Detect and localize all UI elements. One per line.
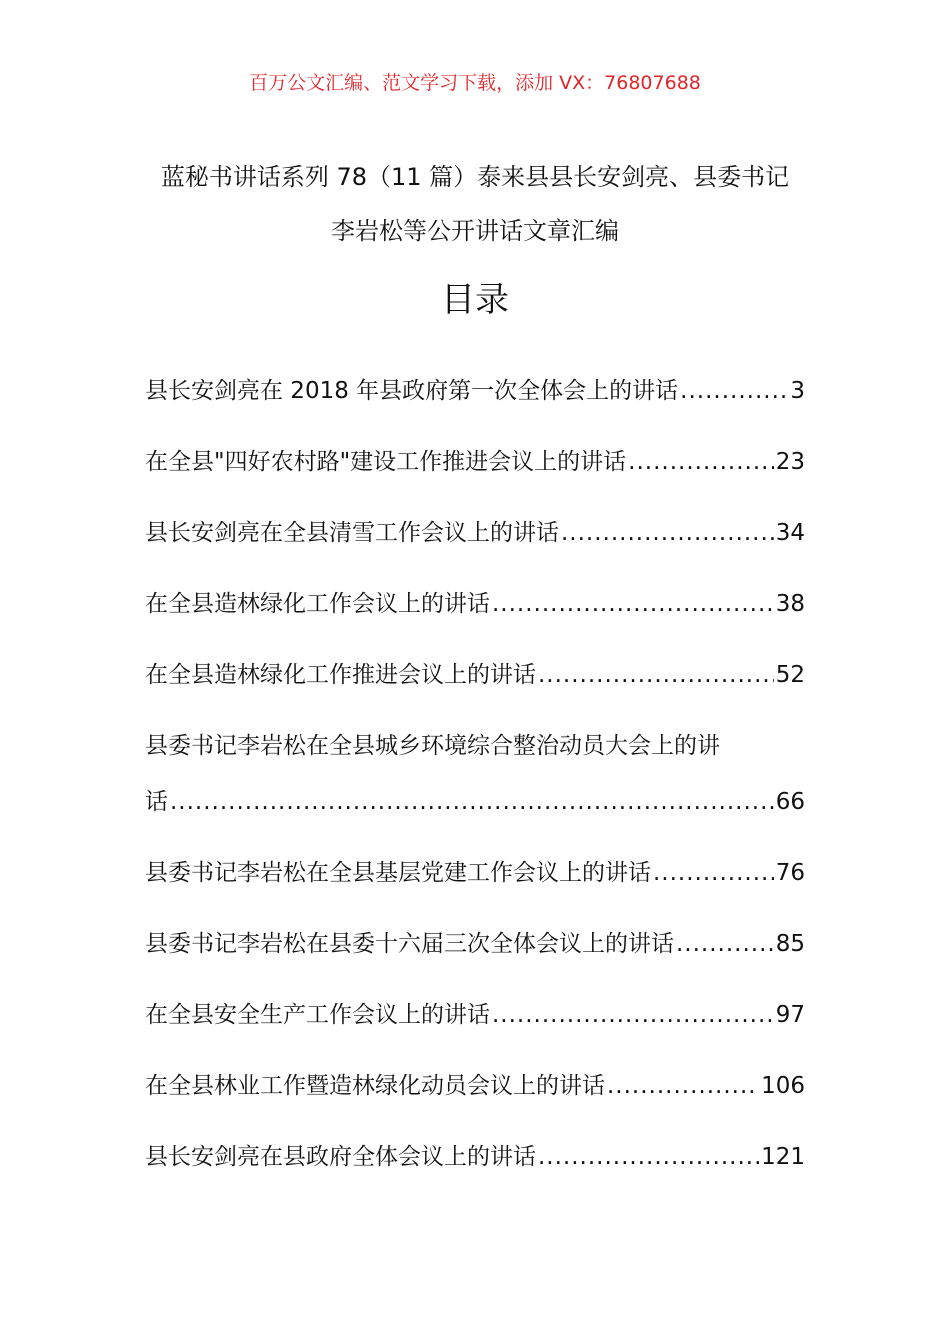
toc-entry-title-continued: 话 [145,789,168,815]
title-line-1: 蓝秘书讲话系列 78（11 篇）泰来县县长安剑亮、县委书记 [160,163,790,191]
dot-leader [561,520,774,546]
toc-entry-page: 38 [775,591,805,617]
dot-leader [680,378,788,404]
toc-entry-page: 85 [775,931,805,957]
toc-heading: 目录 [441,280,509,320]
dot-leader [653,860,774,886]
toc-entry[interactable] [145,996,805,1067]
toc-entry-page: 66 [775,789,805,815]
title-line-2: 李岩松等公开讲话文章汇编 [331,217,619,245]
toc-entry-title: 县长安剑亮在 2018 年县政府第一次全体会上的讲话 [145,378,679,404]
table-of-contents [145,372,805,1209]
toc-entry[interactable] [145,925,805,996]
toc-entry[interactable] [145,514,805,585]
dot-leader [628,449,774,475]
toc-entry-page: 23 [775,449,805,475]
promo-banner: 百万公文汇编、范文学习下载，添加 VX：76807688 [249,72,701,94]
toc-entry-title: 县长安剑亮在全县清雪工作会议上的讲话 [145,520,559,546]
toc-entry-title: 在全县安全生产工作会议上的讲话 [145,1002,490,1028]
toc-entry[interactable] [145,585,805,656]
toc-entry-page: 3 [790,378,805,404]
dot-leader [538,662,774,688]
dot-leader [170,789,774,815]
document-title [145,150,805,258]
toc-entry-title: 县委书记李岩松在全县基层党建工作会议上的讲话 [145,860,651,886]
toc-entry-page: 106 [761,1073,805,1099]
toc-entry-title: 在全县林业工作暨造林绿化动员会议上的讲话 [145,1073,605,1099]
dot-leader [676,931,774,957]
toc-entry-title: 在全县"四好农村路"建设工作推进会议上的讲话 [145,449,627,475]
dot-leader [492,1002,774,1028]
dot-leader [607,1073,759,1099]
toc-entry[interactable] [145,1067,805,1138]
toc-entry-title: 县长安剑亮在县政府全体会议上的讲话 [145,1144,536,1170]
toc-entry-title: 在全县造林绿化工作推进会议上的讲话 [145,662,536,688]
toc-entry[interactable] [145,443,805,514]
toc-entry-title: 县委书记李岩松在全县城乡环境综合整治动员大会上的讲 [145,733,720,759]
toc-entry-title: 县委书记李岩松在县委十六届三次全体会议上的讲话 [145,931,674,957]
toc-entry-page: 97 [775,1002,805,1028]
toc-entry[interactable] [145,372,805,443]
toc-entry-title: 在全县造林绿化工作会议上的讲话 [145,591,490,617]
toc-entry-page: 34 [775,520,805,546]
dot-leader [538,1144,759,1170]
toc-entry[interactable] [145,854,805,925]
toc-entry-page: 52 [775,662,805,688]
toc-entry[interactable] [145,656,805,727]
toc-entry[interactable] [145,727,805,854]
toc-entry-page: 76 [775,860,805,886]
toc-entry-page: 121 [761,1144,805,1170]
toc-entry[interactable] [145,1138,805,1209]
dot-leader [492,591,774,617]
